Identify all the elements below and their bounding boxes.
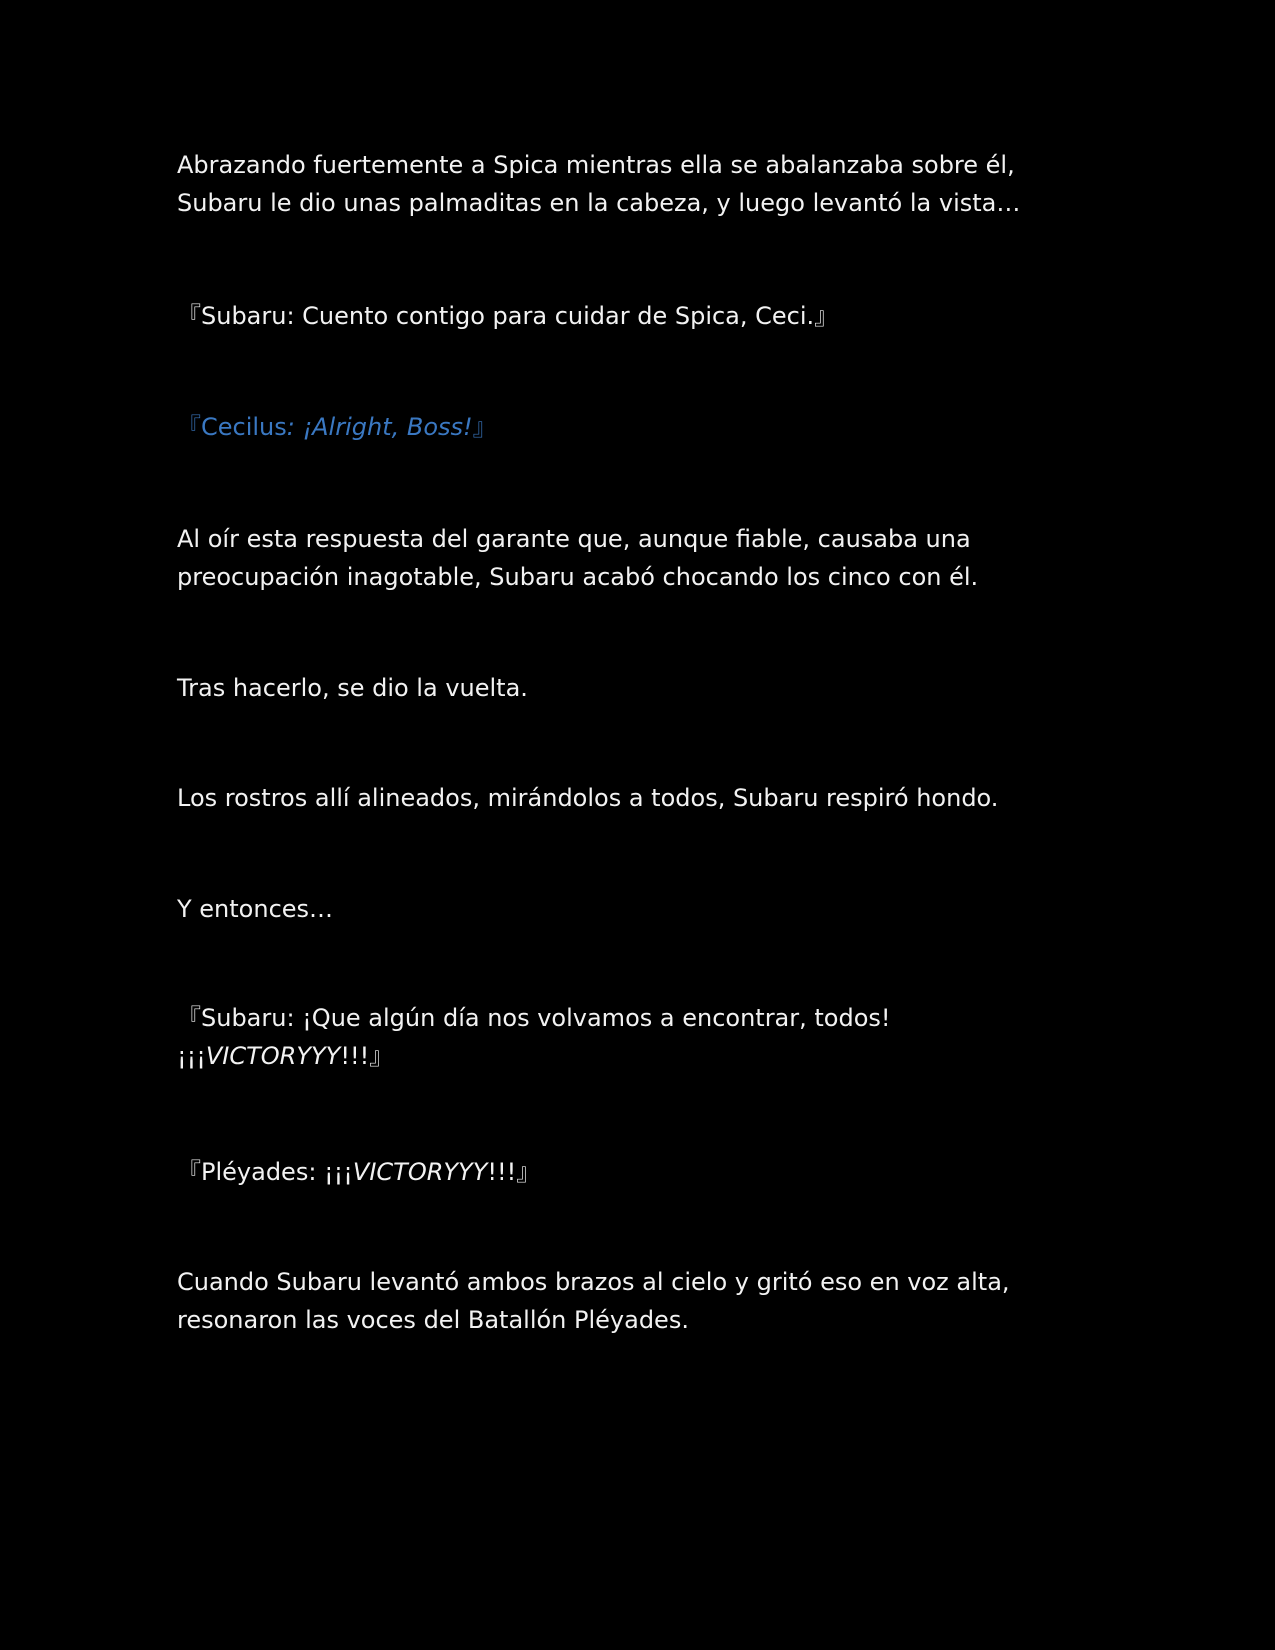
dialogue-subaru-victory — [177, 999, 1077, 1075]
dialogue-text: 『Subaru: ¡Que algún día nos volvamos a encontrar, todos! — [177, 1004, 891, 1032]
dialogue-pleyades-victory — [177, 1153, 1077, 1191]
dialogue-close-bracket: 』 — [472, 413, 497, 441]
text-line: Y entonces… — [177, 895, 334, 923]
paragraph-and-then — [177, 890, 1077, 928]
text-line: Subaru le dio unas palmaditas en la cabeza, y luego levantó la vista… — [177, 189, 1021, 217]
text-line: resonaron las voces del Batallón Pléyades. — [177, 1306, 689, 1334]
dialogue-colon: : — [286, 413, 303, 441]
text-line: Abrazando fuertemente a Spica mientras ella se abalanzaba sobre él, — [177, 151, 1015, 179]
text-line: Al oír esta respuesta del garante que, aunque fiable, causaba una — [177, 525, 971, 553]
text-line: Los rostros allí alineados, mirándolos a todos, Subaru respiró hondo. — [177, 784, 999, 812]
dialogue-suffix: !!!』 — [487, 1158, 541, 1186]
dialogue-text: 『Subaru: Cuento contigo para cuidar de Spica, Ceci.』 — [177, 302, 839, 330]
dialogue-italic-text: VICTORYYY — [205, 1042, 341, 1070]
dialogue-speaker: 『Cecilus — [177, 413, 287, 441]
text-line: Cuando Subaru levantó ambos brazos al cielo y gritó eso en voz alta, — [177, 1268, 1010, 1296]
dialogue-subaru-ceci — [177, 297, 1077, 335]
paragraph-faces — [177, 779, 1077, 817]
dialogue-cecilus — [177, 408, 1077, 446]
dialogue-prefix: ¡¡¡ — [177, 1042, 206, 1070]
paragraph-high-five — [177, 520, 1077, 596]
paragraph-turn-around — [177, 669, 1077, 707]
dialogue-italic-text: ¡Alright, Boss! — [302, 413, 473, 441]
paragraph-voices-resound — [177, 1263, 1077, 1339]
dialogue-italic-text: VICTORYYY — [352, 1158, 488, 1186]
dialogue-prefix: 『Pléyades: ¡¡¡ — [177, 1158, 353, 1186]
paragraph-spica-embrace — [177, 146, 1077, 222]
text-line: Tras hacerlo, se dio la vuelta. — [177, 674, 528, 702]
dialogue-suffix: !!!』 — [340, 1042, 394, 1070]
text-line: preocupación inagotable, Subaru acabó chocando los cinco con él. — [177, 563, 979, 591]
